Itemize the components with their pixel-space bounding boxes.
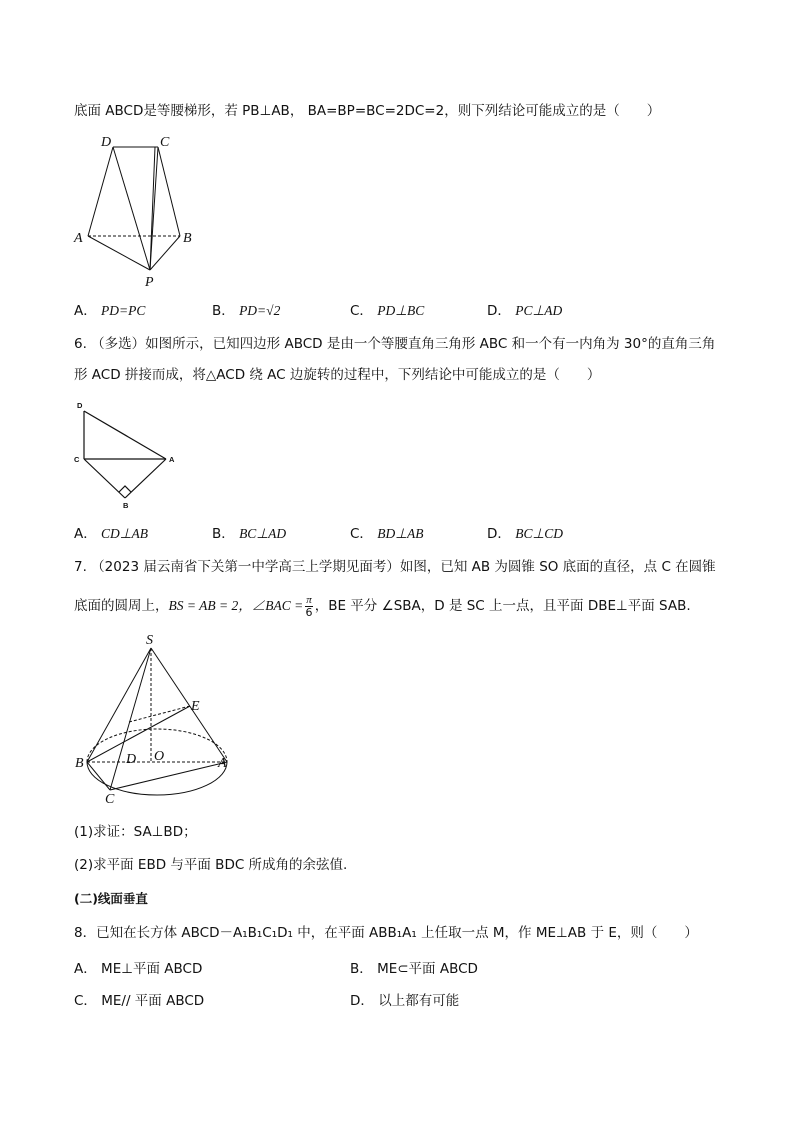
pi-over-six-fraction: $\frac{\pi}{6}$	[305, 593, 313, 619]
q7-subquestion-1: (1)求证：SA⊥BD；	[74, 824, 197, 840]
q8-option-d: D． 以上都有可能	[350, 993, 460, 1009]
q6-option-d: D． BC⊥CD	[487, 526, 563, 542]
section-heading: (二)线面垂直	[74, 891, 148, 906]
q8-option-c: C． ME// 平面 ABCD	[74, 993, 205, 1009]
q7-label-b: B	[75, 756, 84, 771]
q6-option-b: B． BC⊥AD	[212, 526, 287, 542]
q6-stem-line2: 形 ACD 拼接而成，将△ACD 绕 AC 边旋转的过程中，下列结论中可能成立的是（ ）	[74, 367, 601, 383]
q5-option-d: D． PC⊥AD	[487, 303, 563, 319]
q6-label-a: A	[169, 455, 175, 464]
q7-cone-figure	[70, 630, 240, 810]
q5-option-c: C． PD⊥BC	[350, 303, 425, 319]
q7-subquestion-2: (2)求平面 EBD 与平面 BDC 所成角的余弦值.	[74, 857, 348, 873]
q6-figure	[70, 398, 190, 513]
q5-figure	[70, 130, 210, 290]
q5-option-b: B． PD=√2	[212, 303, 281, 319]
q7-label-e: E	[191, 699, 200, 714]
q8-option-a: A． ME⊥平面 ABCD	[74, 961, 203, 977]
q7-label-s: S	[146, 633, 153, 648]
q7-label-c: C	[105, 792, 115, 807]
q6-option-a: A． CD⊥AB	[74, 526, 149, 542]
q6-label-d: D	[77, 401, 83, 410]
q8-stem: 8．已知在长方体 ABCD－A₁B₁C₁D₁ 中，在平面 ABB₁A₁ 上任取一点 M，作 ME⊥AB 于 E，则（ ）	[74, 925, 698, 941]
q7-stem-line1: 7. （2023 届云南省下关第一中学高三上学期见面考）如图，已知 AB 为圆锥 SO 底面的直径，点 C 在圆锥	[74, 559, 716, 575]
q7-label-d: D	[126, 752, 137, 767]
q7-label-o: O	[154, 749, 165, 764]
q6-stem-line1: 6. （多选）如图所示，已知四边形 ABCD 是由一个等腰直角三角形 ABC 和一个有一内角为 30°的直角三角	[74, 336, 716, 352]
q6-label-b: B	[123, 501, 129, 510]
q5-label-b: B	[183, 231, 192, 246]
q5-label-d: D	[101, 135, 112, 150]
q5-label-a: A	[74, 231, 83, 246]
q5-label-c: C	[160, 135, 170, 150]
q7-stem-line2: 底面的圆周上，BS = AB = 2，∠BAC = $\frac{\pi}{6}$ ，BE 平分 ∠SBA，D 是 SC 上一点，且平面 DBE⊥平面 SAB.	[74, 593, 691, 619]
q5-stem: 底面 ABCD是等腰梯形，若 PB⊥AB， BA=BP=BC=2DC=2，则下列结论可能成立的是（ ）	[74, 103, 661, 119]
q6-option-c: C． BD⊥AB	[350, 526, 424, 542]
q5-option-a: A． PD=PC	[74, 303, 146, 319]
q8-option-b: B． ME⊂平面 ABCD	[350, 961, 478, 977]
q6-label-c: C	[74, 455, 80, 464]
q7-label-a: A	[218, 756, 227, 771]
q5-label-p: P	[145, 275, 154, 290]
